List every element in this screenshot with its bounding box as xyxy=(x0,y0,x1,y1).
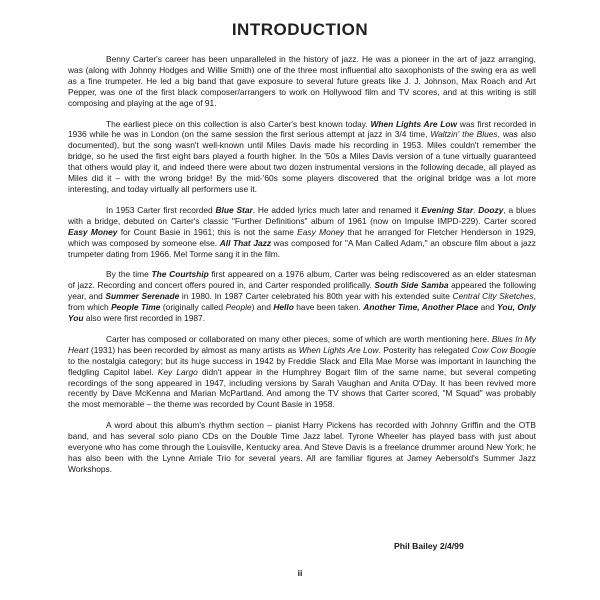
bold-italic-title: You, Only You xyxy=(68,302,537,324)
italic-title: Blues In My Heart xyxy=(68,333,536,355)
signature: Phil Bailey 2/4/99 xyxy=(394,541,464,551)
paragraph xyxy=(68,334,536,410)
paragraph xyxy=(68,119,536,195)
text-run: that he arranged for Fletcher Henderson in 1929, which was composed by someone else. xyxy=(68,226,536,248)
text-run: In 1953 Carter first recorded xyxy=(106,204,216,215)
text-run: appeared the following year, and xyxy=(68,280,537,302)
bold-italic-title: Hello xyxy=(273,302,294,313)
text-run: for Count Basie in 1961; this is not the same xyxy=(117,226,298,237)
text-run: also were first recorded in 1987. xyxy=(83,313,206,324)
text-run: to the nostalgia category; but its huge success in 1942 by Freddie Slack and Ella Mae Morse was important in launching the fledgling Capitol label. xyxy=(68,355,536,377)
bold-italic-title: Easy Money xyxy=(68,226,118,237)
text-run: Benny Carter's career has been unparalleled in the history of jazz. He was a pioneer in the art of jazz arranging, was (along with Johnny Hodges and Willie Smith) one of the three most influential alto saxophonists of the swing era as well as a fine trumpeter. He led a big band that gave exposure to several future greats like J. J. Johnson, Max Roach and Art Pepper, was one of the first black composer/arrangers to work on Hollywood film and TV scores, and at this writing is still composing and playing at the age of 91. xyxy=(68,54,536,108)
paragraph xyxy=(68,269,536,324)
italic-title: People xyxy=(225,302,252,313)
text-run: . He added lyrics much later and renamed it xyxy=(252,204,422,215)
bold-italic-title: The Courtship xyxy=(151,269,209,280)
italic-title: When Lights Are Low xyxy=(298,344,379,355)
text-run: , from which xyxy=(68,291,536,313)
bold-italic-title: Another Time, Another Place xyxy=(363,302,479,313)
text-run: (1931) has been recorded by almost as many artists as xyxy=(88,344,299,355)
italic-title: Easy Money xyxy=(297,226,345,237)
italic-title: Cow Cow Boogie xyxy=(471,344,537,355)
text-run: (originally called xyxy=(160,302,226,313)
bold-italic-title: Summer Serenade xyxy=(105,291,180,302)
text-run: and xyxy=(478,302,498,313)
bold-italic-title: Blue Star xyxy=(215,204,253,215)
bold-italic-title: People Time xyxy=(111,302,161,313)
italic-title: Central City Sketches xyxy=(452,291,534,302)
paragraph xyxy=(68,54,536,109)
italic-title: Key Largo xyxy=(157,366,198,377)
bold-italic-title: All That Jazz xyxy=(219,237,272,248)
text-run: , was also documented), but the song wasn't well-known until Miles Davis made his recording in 1953. Miles couldn't remember the bridge, so he used the first eight bars played a fourth higher. In the '50s a Miles Davis version of a tune virtually guaranteed that others would play it, and indeed there were about two dozen instrumental versions in the following decade, all played as Miles did it – with the wrong bridge! By the mid-'60s some players discovered that the original bridge was a lot more interesting, and today virtually all performers use it. xyxy=(68,129,536,194)
bold-italic-title: When Lights Are Low xyxy=(370,118,458,129)
text-run: . xyxy=(473,204,479,215)
text-run: . Posterity has relegated xyxy=(378,344,472,355)
text-run: have been taken. xyxy=(293,302,364,313)
text-run: was first recorded in 1936 while he was in London (on the same session the first serious attempt at jazz in 3/4 time, xyxy=(68,118,536,140)
page-title: INTRODUCTION xyxy=(231,20,369,39)
page-number: ii xyxy=(297,568,303,578)
text-run: first appeared on a 1976 album, Carter was being rediscovered as an elder statesman of jazz. Recording and concert offers poured in, and Carter responded prolifically. xyxy=(68,269,536,291)
paragraph xyxy=(68,205,536,260)
text-run: Carter has composed or collaborated on many other pieces, some of which are worth mentioning here. xyxy=(106,333,492,344)
text-run: in 1980. In 1987 Carter celebrated his 80th year with his extended suite xyxy=(179,291,453,302)
italic-title: Waltzin' the Blues xyxy=(430,129,498,140)
text-run: By the time xyxy=(106,269,152,280)
text-run: didn't appear in the Humphrey Bogart film of the same name, but several competing recordings of the song appeared in 1947, including versions by Sarah Vaughan and Anita O'Day. It has been revived more recently by Dave McKenna and Marian McPartland. And among the TV shows that Carter scored, "M Squad" was probably the most memorable – the theme was recorded by Count Basie in 1958. xyxy=(68,366,536,410)
text-run: The earliest piece on this collection is also Carter's best known today. xyxy=(106,118,371,129)
bold-italic-title: South Side Samba xyxy=(374,280,449,291)
bold-italic-title: Evening Star xyxy=(421,204,474,215)
paragraph xyxy=(68,420,536,475)
body-text xyxy=(68,54,536,485)
bold-italic-title: Doozy xyxy=(478,204,504,215)
text-run: , a blues with a bridge, debuted on Carter's classic "Further Definitions" album of 1961 (now on Impulse IMPD-229). Carter scored xyxy=(68,204,536,226)
text-run: ) and xyxy=(251,302,274,313)
text-run: was composed for "A Man Called Adam," an obscure film about a jazz trumpeter dating from 1966. Mel Torme sang it in the film. xyxy=(68,237,536,259)
text-run: A word about this album's rhythm section – pianist Harry Pickens has recorded with Johnny Griffin and the OTB band, and has several solo piano CDs on the Double Time Jazz label. Tyrone Wheeler has played bass with just about everyone who has come through the Louisville, Kentucky area. And Steve Davis is a freelance drummer around New York; he has also been with the Lynne Arriale Trio for several years. All are familiar figures at Jamey Aebersold's Summer Jazz Workshops. xyxy=(68,420,536,474)
